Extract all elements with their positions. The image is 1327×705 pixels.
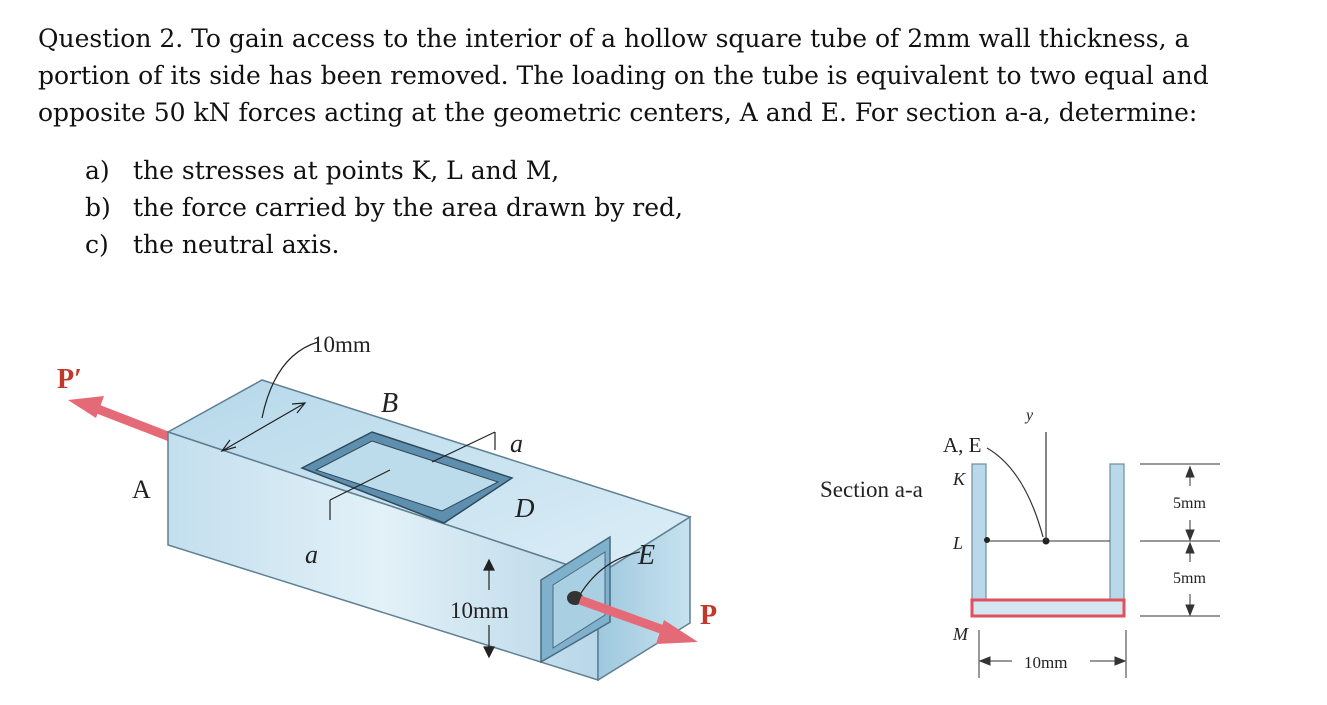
label-section-a-bottom: a [305, 540, 318, 569]
label-p: P [700, 600, 718, 631]
item-label: c) [85, 230, 109, 259]
item-text: the neutral axis. [133, 230, 340, 259]
point-l [984, 537, 990, 543]
item-text: the stresses at points K, L and M, [133, 156, 560, 185]
label-y: y [1026, 407, 1034, 424]
section-right-wall [1110, 464, 1124, 612]
label-dim-top: 10mm [312, 332, 371, 357]
question-line-3: opposite 50 kN forces acting at the geometric centers, A and E. For section a-a, determine: [38, 98, 1198, 127]
label-k: K [953, 469, 966, 489]
question-line-1: Question 2. To gain access to the interior of a hollow square tube of 2mm wall thickness, a [38, 24, 1190, 53]
section-left-wall [972, 464, 986, 612]
label-dim-10mm: 10mm [1024, 653, 1068, 672]
label-dim-5mm-bottom: 5mm [1173, 570, 1206, 587]
label-section-a-top: a [510, 429, 523, 458]
label-d: D [515, 493, 535, 523]
label-dim-5mm-top: 5mm [1173, 495, 1206, 512]
question-line-2: portion of its side has been removed. The loading on the tube is equivalent to two equal and [38, 61, 1209, 90]
label-m: M [953, 624, 968, 644]
label-e: E [638, 540, 656, 571]
item-label: a) [85, 156, 110, 185]
item-text: the force carried by the area drawn by red, [133, 193, 683, 222]
label-dim-bottom: 10mm [450, 598, 509, 623]
label-l: L [953, 533, 964, 553]
section-red-area [972, 600, 1124, 616]
item-label: b) [85, 193, 111, 222]
label-p-prime: P′ [57, 364, 82, 395]
dim-right-lines [1140, 464, 1220, 616]
label-ae: A, E [943, 433, 982, 457]
ae-leader [987, 448, 1043, 537]
label-b: B [381, 388, 399, 419]
label-section: Section a-a [820, 477, 923, 502]
label-a: A [132, 475, 151, 504]
